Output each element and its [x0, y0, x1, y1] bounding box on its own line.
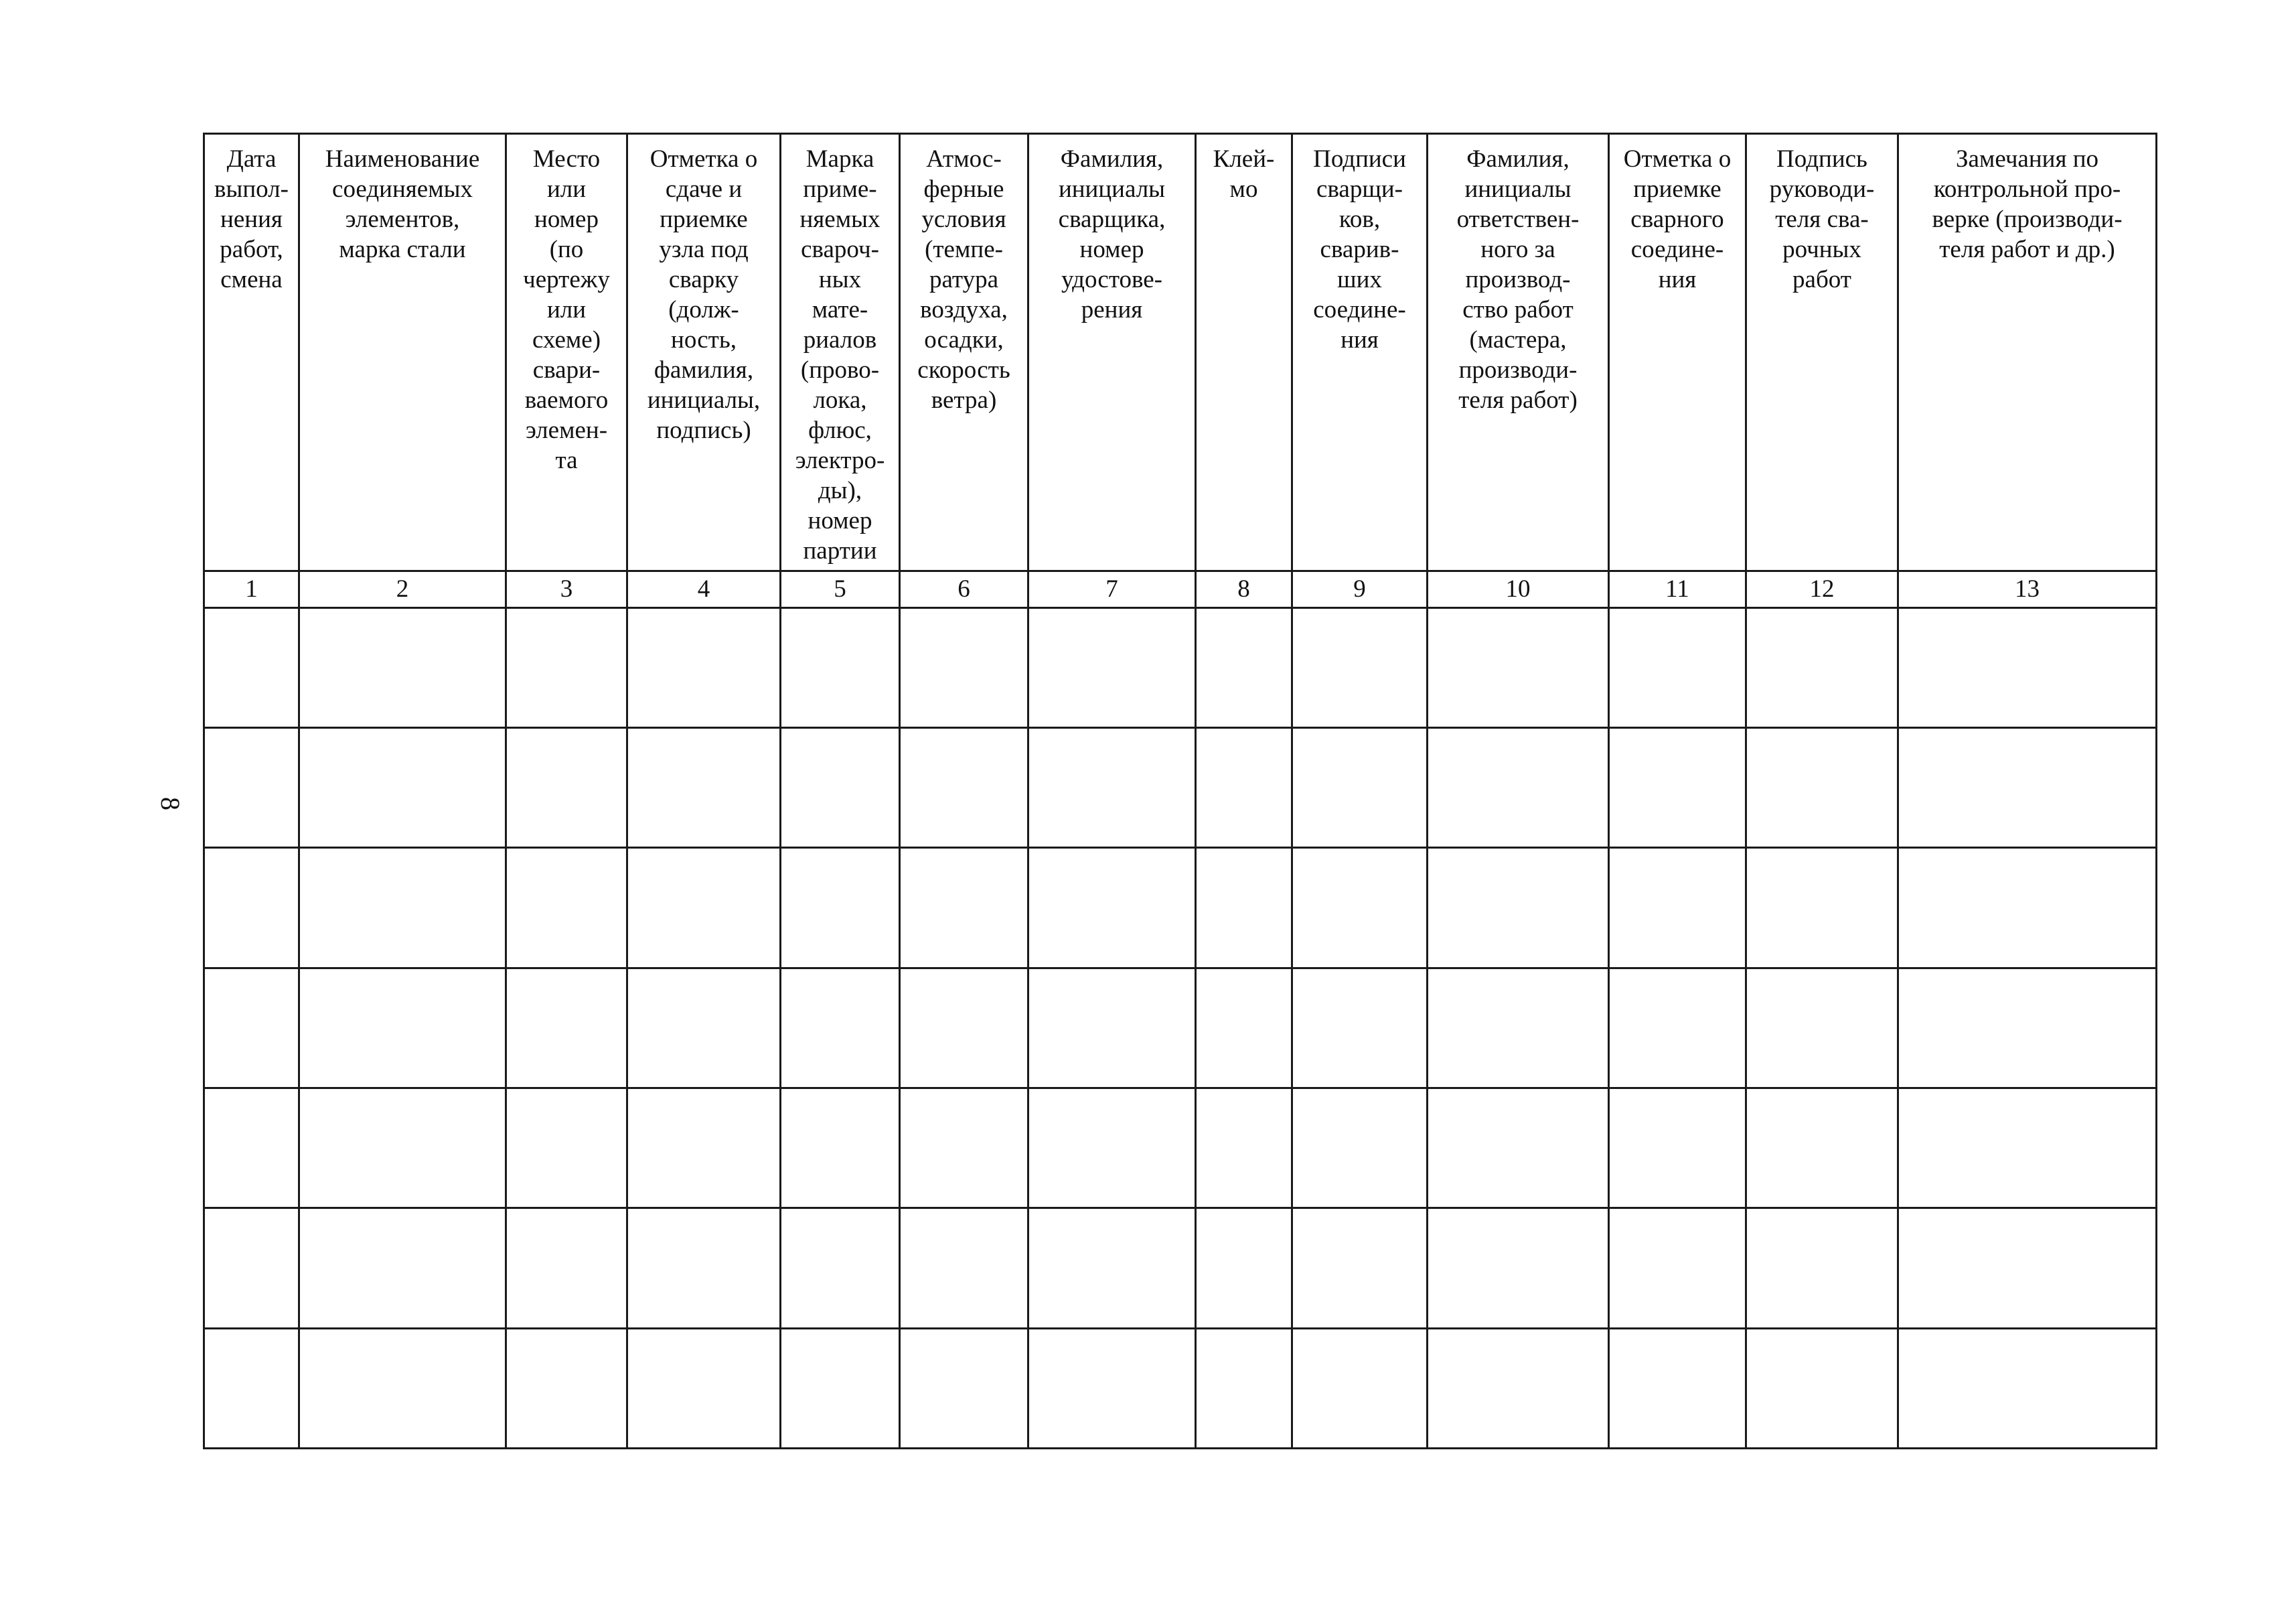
table-cell	[1292, 968, 1428, 1088]
column-number: 11	[1609, 571, 1746, 608]
table-cell	[781, 1328, 900, 1448]
table-cell	[1196, 1208, 1292, 1328]
table-cell	[627, 1088, 781, 1208]
header-label-3: Место или номер (по чертежу или схеме) свари- ваемого элемен- та	[523, 145, 610, 474]
table-cell	[781, 1088, 900, 1208]
table-row	[204, 968, 2157, 1088]
table-cell	[627, 968, 781, 1088]
table-cell	[299, 1088, 506, 1208]
table-cell	[299, 607, 506, 727]
header-cell	[1292, 134, 1428, 571]
table-cell	[627, 1208, 781, 1328]
header-label-4: Отметка о сдаче и приемке узла под сварку (долж- ность, фамилия, инициалы, подпись)	[647, 145, 761, 444]
table-cell	[900, 968, 1028, 1088]
table-cell	[1028, 728, 1196, 848]
table-cell	[1028, 1208, 1196, 1328]
header-label-10: Фамилия, инициалы ответствен- ного за производ- ство работ (мастера, производи- теля работ)	[1456, 145, 1580, 414]
table-cell	[900, 1208, 1028, 1328]
header-cell	[781, 134, 900, 571]
header-cell	[506, 134, 627, 571]
table-cell	[781, 607, 900, 727]
table-cell	[1898, 1208, 2157, 1328]
column-number: 7	[1028, 571, 1196, 608]
header-label-13: Замечания по контрольной про- верке (производи- теля работ и др.)	[1932, 145, 2123, 263]
table-cell	[1292, 1328, 1428, 1448]
table-cell	[299, 968, 506, 1088]
table-cell	[1428, 968, 1609, 1088]
header-label-5: Марка приме- няемых свароч- ных мате- риалов (прово- лока, флюс, электро- ды), номер партии	[795, 145, 885, 565]
table-cell	[1898, 607, 2157, 727]
table-cell	[1196, 1328, 1292, 1448]
header-label-11: Отметка о приемке сварного соедине- ния	[1623, 145, 1732, 293]
header-cell	[1028, 134, 1196, 571]
table-row	[204, 1208, 2157, 1328]
header-cell	[1196, 134, 1292, 571]
table-cell	[900, 1088, 1028, 1208]
table-cell	[627, 728, 781, 848]
table-cell	[204, 1088, 299, 1208]
table-cell	[204, 1328, 299, 1448]
table-cell	[781, 848, 900, 968]
table-cell	[1898, 1328, 2157, 1448]
table-row	[204, 1088, 2157, 1208]
table-cell	[506, 1088, 627, 1208]
table-cell	[1609, 968, 1746, 1088]
header-cell	[1898, 134, 2157, 571]
header-cell	[1428, 134, 1609, 571]
header-row	[204, 134, 2157, 571]
header-label-9: Подписи сварщи- ков, сварив- ших соедине- ния	[1313, 145, 1406, 354]
column-number: 8	[1196, 571, 1292, 608]
table-cell	[1746, 607, 1898, 727]
header-cell	[900, 134, 1028, 571]
table-cell	[781, 1208, 900, 1328]
table-cell	[1746, 1208, 1898, 1328]
header-label-12: Подпись руководи- теля сва- рочных работ	[1769, 145, 1875, 293]
table-cell	[781, 728, 900, 848]
header-cell	[627, 134, 781, 571]
column-number-row	[204, 571, 2157, 608]
page-number: 8	[155, 797, 185, 810]
table-cell	[299, 728, 506, 848]
column-number: 1	[204, 571, 299, 608]
table-cell	[1428, 1208, 1609, 1328]
column-number: 2	[299, 571, 506, 608]
table-cell	[299, 1208, 506, 1328]
table-cell	[1609, 1208, 1746, 1328]
table-cell	[627, 607, 781, 727]
table-cell	[1609, 607, 1746, 727]
table-cell	[1428, 1328, 1609, 1448]
table-cell	[506, 1328, 627, 1448]
table-cell	[1028, 1088, 1196, 1208]
table-row	[204, 848, 2157, 968]
table-cell	[627, 1328, 781, 1448]
table-row	[204, 728, 2157, 848]
table-cell	[1746, 1328, 1898, 1448]
table-cell	[1609, 1328, 1746, 1448]
table-cell	[506, 607, 627, 727]
table-cell	[204, 1208, 299, 1328]
table-cell	[900, 1328, 1028, 1448]
table-cell	[1609, 1088, 1746, 1208]
table-cell	[1292, 1208, 1428, 1328]
header-cell	[204, 134, 299, 571]
table-cell	[1292, 728, 1428, 848]
table-cell	[1746, 728, 1898, 848]
blank-entry-rows	[204, 607, 2157, 1448]
table-cell	[1196, 848, 1292, 968]
table-cell	[1292, 848, 1428, 968]
column-number: 12	[1746, 571, 1898, 608]
table-cell	[1898, 1088, 2157, 1208]
column-number: 3	[506, 571, 627, 608]
table-cell	[299, 1328, 506, 1448]
column-number: 4	[627, 571, 781, 608]
table-cell	[1746, 1088, 1898, 1208]
column-number: 13	[1898, 571, 2157, 608]
table-cell	[299, 848, 506, 968]
table-cell	[1196, 607, 1292, 727]
header-label-2: Наименование соединяемых элементов, марка стали	[325, 145, 480, 263]
table-cell	[1746, 848, 1898, 968]
table-cell	[204, 848, 299, 968]
table-cell	[1292, 607, 1428, 727]
table-cell	[1746, 968, 1898, 1088]
header-label-8: Клей- мо	[1213, 145, 1275, 203]
table-cell	[627, 848, 781, 968]
table-cell	[1898, 848, 2157, 968]
table-cell	[1609, 728, 1746, 848]
table-cell	[1028, 848, 1196, 968]
table-cell	[781, 968, 900, 1088]
header-label-6: Атмос- ферные условия (темпе- ратура воздуха, осадки, скорость ветра)	[917, 145, 1010, 414]
table-cell	[1196, 1088, 1292, 1208]
table-cell	[506, 1208, 627, 1328]
table-cell	[204, 607, 299, 727]
table-cell	[1196, 728, 1292, 848]
table-cell	[1898, 728, 2157, 848]
table-cell	[506, 848, 627, 968]
table-cell	[1898, 968, 2157, 1088]
table-cell	[1196, 968, 1292, 1088]
header-cell	[1609, 134, 1746, 571]
header-label-7: Фамилия, инициалы сварщика, номер удостове- рения	[1058, 145, 1166, 323]
table-cell	[900, 728, 1028, 848]
table-cell	[1428, 848, 1609, 968]
table-cell	[1428, 1088, 1609, 1208]
table-cell	[506, 968, 627, 1088]
header-cell	[299, 134, 506, 571]
column-number: 9	[1292, 571, 1428, 608]
table-cell	[1609, 848, 1746, 968]
table-cell	[1292, 1088, 1428, 1208]
column-number: 10	[1428, 571, 1609, 608]
welding-journal-table	[203, 133, 2157, 1449]
header-label-1: Дата выпол- нения работ, смена	[214, 145, 289, 293]
table-row	[204, 1328, 2157, 1448]
column-number: 6	[900, 571, 1028, 608]
table-row	[204, 607, 2157, 727]
column-number: 5	[781, 571, 900, 608]
header-cell	[1746, 134, 1898, 571]
table-cell	[506, 728, 627, 848]
table-cell	[204, 968, 299, 1088]
table-cell	[1028, 968, 1196, 1088]
table-cell	[204, 728, 299, 848]
table-cell	[900, 848, 1028, 968]
table-cell	[1028, 607, 1196, 727]
table-cell	[900, 607, 1028, 727]
table-cell	[1028, 1328, 1196, 1448]
table-cell	[1428, 728, 1609, 848]
table-cell	[1428, 607, 1609, 727]
